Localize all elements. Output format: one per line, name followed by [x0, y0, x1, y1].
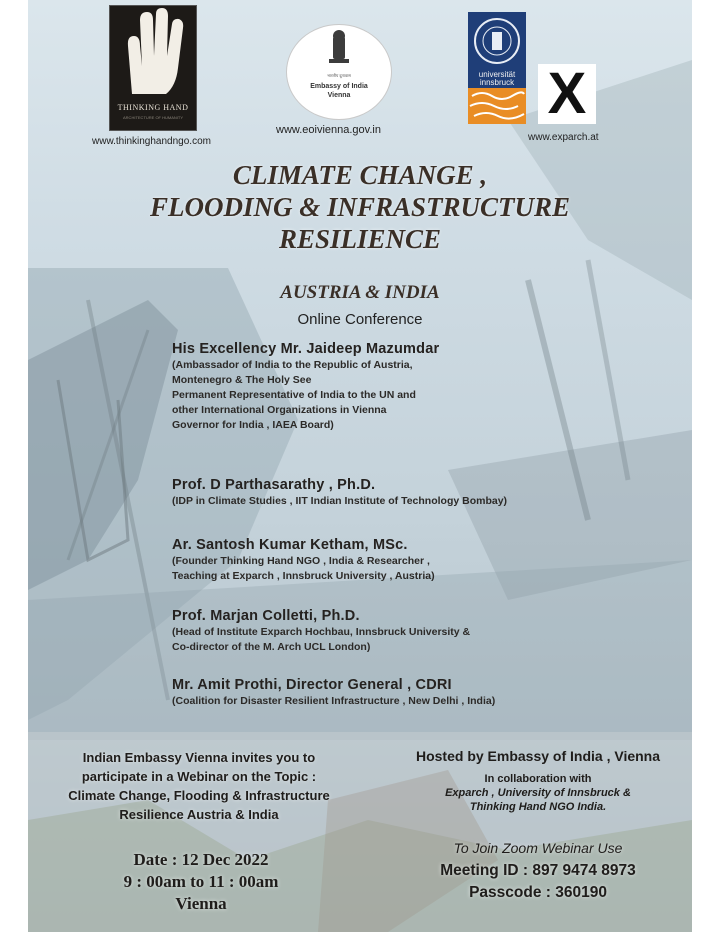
invitation-line: Resilience Austria & India	[119, 807, 279, 822]
hosted-by: Hosted by Embassy of India , Vienna	[415, 748, 661, 764]
speaker-detail: (Head of Institute Exparch Hochbau, Innsbruck University &	[172, 626, 471, 638]
exparch-url[interactable]: www.exparch.at	[528, 132, 599, 143]
speaker-detail: Governor for India , IAEA Board)	[172, 419, 334, 431]
invitation-line: Climate Change, Flooding & Infrastructure	[68, 788, 330, 803]
event-time: 9 : 00am to 11 : 00am	[123, 872, 279, 891]
speaker-name: Ar. Santosh Kumar Ketham, MSc.	[172, 537, 408, 553]
invitation-text	[36, 748, 362, 824]
embassy-logo	[286, 24, 392, 120]
passcode[interactable]: Passcode : 360190	[469, 884, 607, 901]
thinking-hand-url[interactable]: www.thinkinghandngo.com	[92, 136, 211, 147]
event-city: Vienna	[175, 894, 227, 913]
invitation-line: Indian Embassy Vienna invites you to	[82, 750, 316, 765]
title-line-2: FLOODING & INFRASTRUCTURE	[149, 192, 571, 222]
emblem-icon	[287, 25, 391, 73]
title-line-3: RESILIENCE	[278, 224, 442, 254]
thinking-hand-tagline: ARCHITECTURE OF HUMANITY	[123, 115, 183, 120]
speaker-detail: (Ambassador of India to the Republic of Austria,	[172, 359, 413, 371]
speaker-5	[172, 676, 672, 709]
speaker-detail: Montenegro & The Holy See	[172, 374, 312, 386]
university-wordmark-2: innsbruck	[479, 78, 515, 87]
university-seal-icon	[468, 12, 526, 70]
event-date: Date : 12 Dec 2022	[133, 850, 269, 869]
hand-icon	[110, 6, 196, 98]
speaker-detail: (Founder Thinking Hand NGO , India & Researcher ,	[172, 555, 430, 567]
speaker-4	[172, 607, 672, 655]
speaker-detail: other International Organizations in Vienna	[172, 404, 387, 416]
collab-line-2: Thinking Hand NGO India.	[469, 801, 607, 813]
event-type: Online Conference	[297, 311, 423, 328]
exparch-logo: X	[538, 64, 596, 124]
speaker-detail: Permanent Representative of India to the UN and	[172, 389, 416, 401]
subtitle: AUSTRIA & INDIA	[280, 282, 440, 303]
embassy-city: Vienna	[327, 92, 351, 99]
meeting-id[interactable]: Meeting ID : 897 9474 8973	[440, 862, 636, 879]
collaboration	[388, 772, 688, 814]
invitation-line: participate in a Webinar on the Topic :	[81, 769, 317, 784]
speaker-detail: (Coalition for Disaster Resilient Infrastructure , New Delhi , India)	[172, 695, 496, 707]
speaker-name: His Excellency Mr. Jaideep Mazumdar	[172, 341, 440, 357]
university-wordmark-1: universität	[478, 70, 516, 79]
speaker-1	[172, 340, 672, 433]
speaker-name: Prof. Marjan Colletti, Ph.D.	[172, 608, 360, 624]
embassy-hindi: भारतीय दूतावास	[327, 73, 351, 78]
speaker-name: Prof. D Parthasarathy , Ph.D.	[172, 477, 376, 493]
thinking-hand-logo	[110, 6, 196, 130]
thinking-hand-name: THINKING HAND	[117, 103, 189, 112]
university-logo	[468, 12, 526, 124]
collab-label: In collaboration with	[484, 773, 592, 785]
collab-line-1: Exparch , University of Innsbruck &	[445, 787, 631, 799]
speaker-2	[172, 476, 672, 509]
poster	[28, 0, 692, 932]
zoom-join-label: To Join Zoom Webinar Use	[453, 840, 623, 856]
speaker-name: Mr. Amit Prothi, Director General , CDRI	[172, 677, 452, 693]
embassy-name: Embassy of India	[310, 83, 368, 90]
speaker-detail: (IDP in Climate Studies , IIT Indian Institute of Technology Bombay)	[172, 495, 508, 507]
embassy-url[interactable]: www.eoivienna.gov.in	[276, 124, 381, 136]
speaker-3	[172, 536, 672, 584]
schedule	[88, 849, 314, 915]
university-pattern-icon	[468, 88, 526, 124]
speaker-detail: Co-director of the M. Arch UCL London)	[172, 641, 371, 653]
title-line-1: CLIMATE CHANGE ,	[232, 160, 488, 190]
speaker-detail: Teaching at Exparch , Innsbruck University , Austria)	[172, 570, 435, 582]
